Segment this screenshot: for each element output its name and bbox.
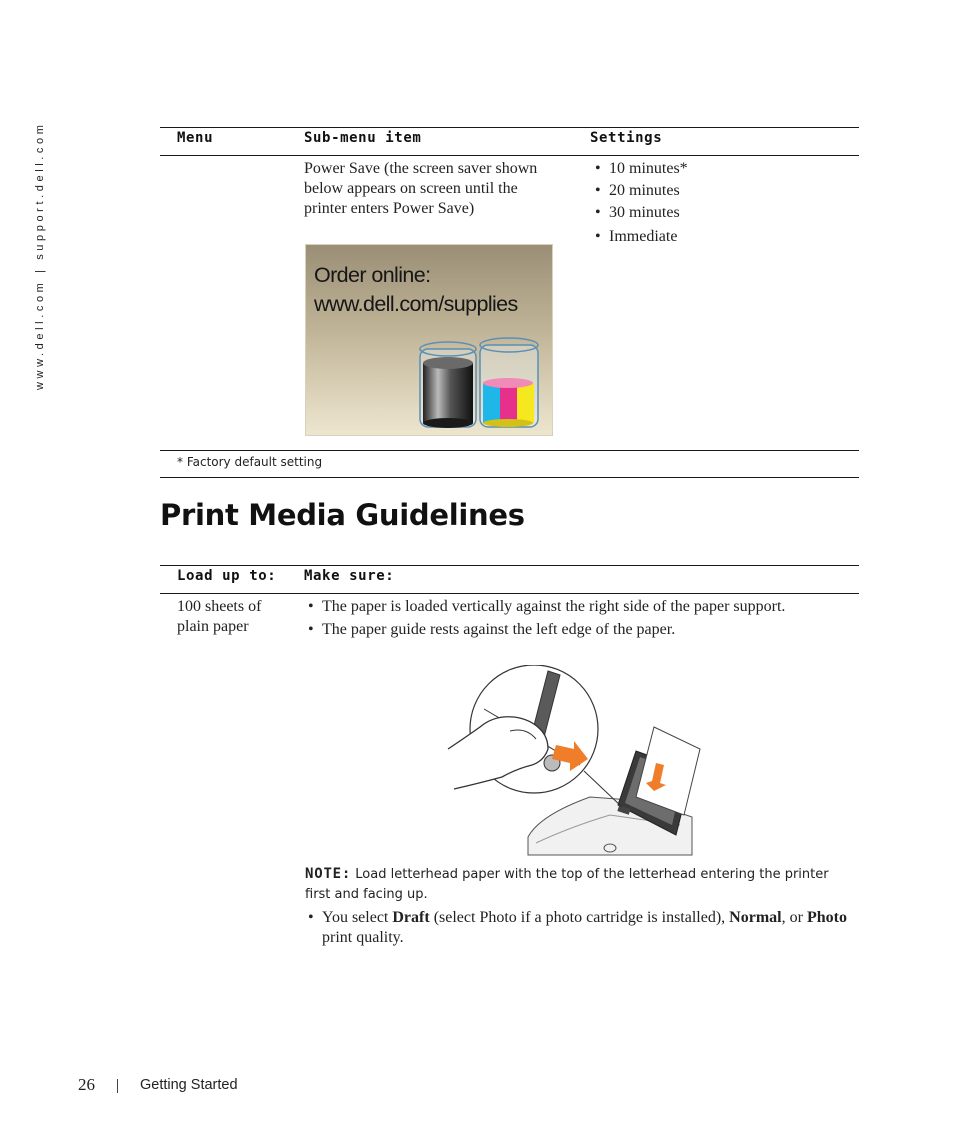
screen-line-2: www.dell.com/supplies: [314, 292, 518, 316]
footer-separator: [117, 1079, 118, 1093]
section-title: Print Media Guidelines: [160, 498, 525, 532]
header-settings: Settings: [590, 130, 663, 146]
page-number: 26: [78, 1075, 95, 1094]
screen-line-1: Order online:: [314, 263, 431, 287]
side-url: www.dell.com | support.dell.com: [34, 121, 46, 390]
settings-item: • 20 minutes: [595, 181, 688, 201]
load-capacity: 100 sheets of plain paper: [177, 598, 262, 635]
media-table-top-rule: [160, 565, 859, 566]
quality-photo: Photo: [806, 909, 847, 926]
settings-item: • Immediate: [595, 227, 688, 247]
footnote-top-rule: [160, 450, 859, 451]
quality-list: [308, 908, 858, 948]
table-top-rule: [160, 127, 859, 128]
footnote: * Factory default setting: [177, 455, 323, 469]
screen-saver-image: [305, 244, 553, 436]
submenu-power-save: Power Save (the screen saver shown below appears on screen until the printer enters Power Save): [304, 160, 538, 217]
header-load-up-to: Load up to:: [177, 568, 277, 584]
header-menu: Menu: [177, 130, 214, 146]
quality-item: [308, 908, 858, 948]
settings-item: • 30 minutes: [595, 203, 688, 223]
table-header-rule: [160, 155, 859, 156]
quality-text: print quality.: [322, 929, 404, 946]
note-text: Load letterhead paper with the top of the letterhead entering the printer first and facing up.: [305, 867, 829, 902]
ink-cartridges-graphic: [306, 245, 553, 436]
note-label: NOTE:: [305, 866, 352, 882]
settings-item: • 10 minutes*: [595, 159, 688, 179]
make-sure-item: • The paper is loaded vertically against the right side of the paper support.: [308, 597, 858, 617]
quality-text: , or: [781, 909, 807, 926]
media-table-header-rule: [160, 593, 859, 594]
quality-text: You select: [322, 909, 393, 926]
paper-loading-illustration: [440, 665, 710, 857]
settings-list: [595, 159, 688, 247]
note: [305, 864, 855, 905]
header-submenu: Sub-menu item: [304, 130, 422, 146]
footer-section-title: Getting Started: [140, 1077, 238, 1093]
make-sure-item: • The paper guide rests against the left edge of the paper.: [308, 620, 858, 640]
table-bottom-rule: [160, 477, 859, 478]
make-sure-list: [308, 597, 858, 640]
quality-draft: Draft: [392, 909, 430, 926]
quality-text: (select Photo if a photo cartridge is installed),: [429, 909, 730, 926]
header-make-sure: Make sure:: [304, 568, 395, 584]
quality-normal: Normal: [729, 909, 782, 926]
